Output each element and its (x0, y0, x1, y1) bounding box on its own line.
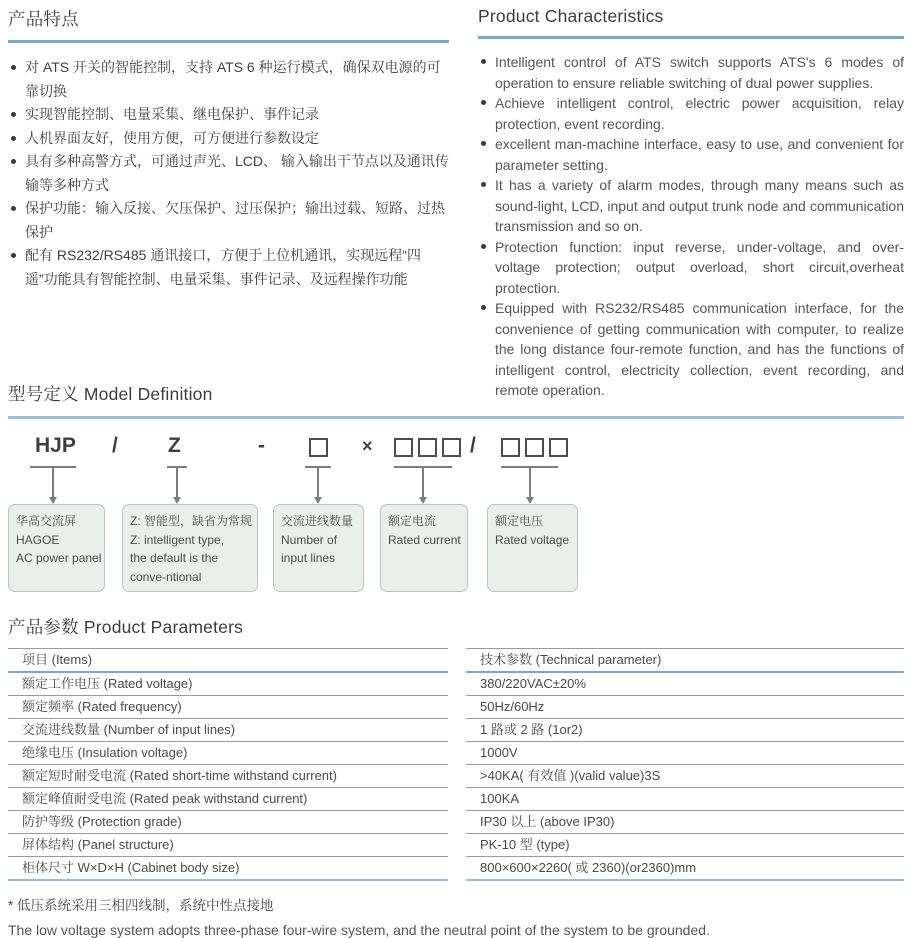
definition-box-line: 交流进线数量 (281, 514, 354, 528)
model-arrow-row (8, 460, 904, 504)
features-section (8, 6, 449, 368)
parameter-item-cell: 绝缘电压 (Insulation voltage) (8, 742, 448, 765)
model-code-text: / (470, 434, 476, 457)
column-header-items: 项目 (Items) (8, 648, 448, 673)
arrow-down-icon (394, 466, 452, 504)
parameter-value-cell: 50Hz/60Hz (466, 696, 904, 719)
model-definition-title: 型号定义 Model Definition (8, 381, 904, 419)
definition-box (122, 504, 258, 592)
arrow-down-icon (501, 466, 558, 504)
parameter-value-cell: IP30 以上 (above IP30) (466, 811, 904, 834)
column-header-values: 技术参数 (Technical parameter) (466, 648, 904, 673)
model-code-placeholder-squares (309, 432, 328, 457)
parameters-items-column (8, 648, 448, 881)
features-list (8, 56, 449, 291)
characteristic-item: excellent man-machine interface, easy to use, and convenient for parameter setting. (478, 134, 904, 175)
model-definition-section (8, 381, 904, 592)
characteristic-item: It has a variety of alarm modes, through many means such as sound-light, LCD, input and output trunk node and communication transmission and so on. (478, 175, 904, 237)
definition-box-line: HAGOE (16, 532, 60, 547)
feature-item: 具有多种高警方式，可通过声光、LCD、 输入输出干节点以及通讯传输等多种方式 (8, 150, 449, 197)
parameters-table (8, 648, 904, 881)
definition-box-line: AC power panel (16, 551, 102, 565)
placeholder-square-icon (418, 438, 437, 457)
parameter-item-cell: 屏体结构 (Panel structure) (8, 834, 448, 857)
placeholder-square-icon (442, 438, 461, 457)
placeholder-square-icon (394, 438, 413, 457)
parameter-value-cell: >40KA( 有效值 )(valid value)3S (466, 765, 904, 788)
feature-item: 配有 RS232/RS485 通讯接口，方便于上位机通讯，实现远程“四遥”功能具有智能控制、电量采集、事件记录、及远程操作功能 (8, 244, 449, 291)
parameter-item-cell: 防护等级 (Protection grade) (8, 811, 448, 834)
definition-box-line: input lines (281, 551, 336, 565)
parameter-value-cell: 1 路或 2 路 (1or2) (466, 719, 904, 742)
characteristics-section (478, 6, 904, 398)
features-title: 产品特点 (8, 6, 449, 43)
parameter-value-cell: 380/220VAC±20% (466, 673, 904, 696)
parameter-value-cell: 100KA (466, 788, 904, 811)
placeholder-square-icon (309, 438, 328, 457)
model-code-row (8, 432, 904, 460)
characteristic-item: Intelligent control of ATS switch supports ATS's 6 modes of operation to ensure reliable switching of dual power supplies. (478, 52, 904, 93)
parameter-item-cell: 额定峰值耐受电流 (Rated peak withstand current) (8, 788, 448, 811)
parameter-value-cell: 800×600×2260( 或 2360)(or2360)mm (466, 857, 904, 881)
definition-box-line: Rated current (388, 532, 461, 547)
model-code-text: × (362, 436, 373, 456)
footnote-zh: * 低压系统采用三相四线制，系统中性点接地 (8, 898, 274, 913)
definition-box-line: 华高交流屏 (16, 514, 77, 528)
definition-box-line: 额定电压 (495, 514, 544, 528)
definition-box (487, 504, 578, 592)
arrow-down-icon (305, 466, 331, 504)
definition-box-line: 额定电流 (388, 514, 437, 528)
definition-box (8, 504, 105, 592)
model-code-text: HJP (35, 434, 76, 457)
feature-item: 实现智能控制、电量采集、继电保护、事件记录 (8, 103, 449, 127)
characteristic-item: Equipped with RS232/RS485 communication interface, for the convenience of getting communication with computer, to realize the long distance four-remote function, and has the functions of intelligent control, electricity collection, event recording, and remote operation. (478, 298, 904, 401)
parameter-item-cell: 额定频率 (Rated frequency) (8, 696, 448, 719)
model-code-text: Z (168, 434, 181, 457)
model-code-placeholder-squares (501, 432, 568, 457)
feature-item: 保护功能：输入反接、欠压保护、过压保护；输出过载、短路、过热保护 (8, 197, 449, 244)
placeholder-square-icon (549, 438, 568, 457)
parameters-title: 产品参数 Product Parameters (8, 617, 244, 637)
feature-item: 对 ATS 开关的智能控制，支持 ATS 6 种运行模式，确保双电源的可靠切换 (8, 56, 449, 103)
parameter-item-cell: 额定工作电压 (Rated voltage) (8, 673, 448, 696)
model-code-text: - (258, 434, 265, 457)
arrow-down-icon (167, 466, 187, 504)
definition-box-line: Z: intelligent type, (130, 532, 225, 547)
definition-box-line: the default is the (130, 551, 219, 565)
model-code-placeholder-squares (394, 432, 461, 457)
parameter-item-cell: 交流进线数量 (Number of input lines) (8, 719, 448, 742)
model-box-row (8, 504, 904, 592)
characteristics-list (478, 52, 904, 401)
parameter-item-cell: 额定短时耐受电流 (Rated short-time withstand current) (8, 765, 448, 788)
definition-box (380, 504, 468, 592)
characteristic-item: Protection function: input reverse, under-voltage, and over-voltage protection; output overload, short circuit,overheat protection. (478, 237, 904, 299)
model-diagram (8, 432, 904, 592)
definition-box-line: Rated voltage (495, 532, 570, 547)
parameter-value-cell: PK-10 型 (type) (466, 834, 904, 857)
arrow-down-icon (30, 466, 76, 504)
definition-box-line: Z: 智能型，缺省为常规 (130, 514, 252, 528)
parameters-values-column (466, 648, 904, 881)
characteristic-item: Achieve intelligent control, electric power acquisition, relay protection, event recording. (478, 93, 904, 134)
feature-item: 人机界面友好，使用方便，可方便进行参数设定 (8, 127, 449, 151)
definition-box-line: Number of (281, 532, 338, 547)
definition-box (273, 504, 364, 592)
parameter-item-cell: 柜体尺寸 W×D×H (Cabinet body size) (8, 857, 448, 881)
parameters-section (8, 614, 904, 881)
footnote-en: The low voltage system adopts three-phase four-wire system, and the neutral point of the system to be grounded. (8, 922, 710, 938)
placeholder-square-icon (525, 438, 544, 457)
characteristics-title: Product Characteristics (478, 6, 904, 39)
model-code-text: / (112, 434, 118, 457)
footnote (8, 894, 904, 938)
placeholder-square-icon (501, 438, 520, 457)
definition-box-line: conve-ntional (130, 569, 202, 584)
parameter-value-cell: 1000V (466, 742, 904, 765)
